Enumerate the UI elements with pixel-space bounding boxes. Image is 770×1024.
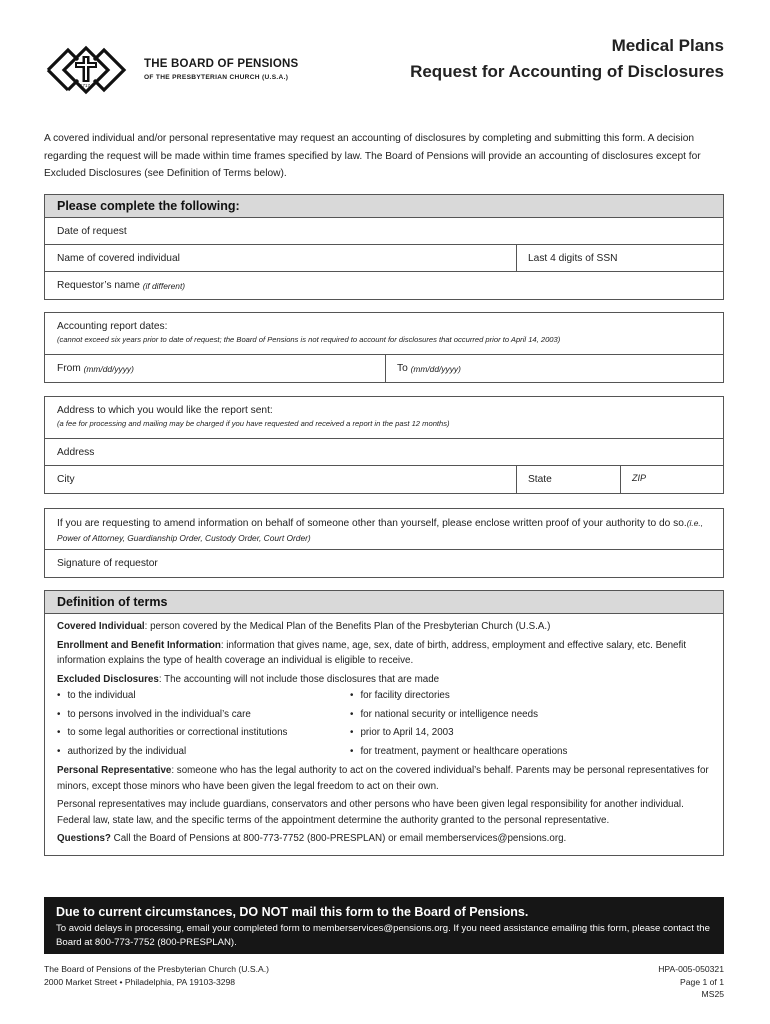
- address-section: [44, 396, 724, 494]
- authority-text: If you are requesting to amend information on behalf of someone other than yourself, please enclose written proof of your authority to do so.(i.e., Power of Attorney, Guardianship Order, Custody Order, Court Order): [57, 518, 704, 543]
- field-label: Address to which you would like the report sent:: [57, 405, 273, 416]
- list-item: • for national security or intelligence needs: [350, 707, 680, 723]
- requester-info-section: [44, 194, 724, 300]
- list-item: • to the individual: [57, 688, 350, 704]
- state-field[interactable]: State: [528, 474, 552, 485]
- signature-field[interactable]: Signature of requestor: [57, 558, 158, 569]
- address-field[interactable]: Address: [45, 439, 723, 466]
- list-item: • to persons involved in the individual’s care: [57, 707, 350, 723]
- form-code: MS25: [701, 989, 724, 999]
- covered-individual-name-field[interactable]: Name of covered individual: [57, 252, 180, 264]
- personal-rep-details: Personal representatives may include guardians, conservators and other persons who have been given legal responsibility for another individual. Federal law, state law, and the specific terms of the appointment determine the authority granted to the personal representative.: [57, 799, 684, 826]
- city-field[interactable]: City: [57, 474, 75, 485]
- field-label: Requestor’s name: [57, 280, 140, 291]
- authority-section: [44, 508, 724, 578]
- definitions-section: [44, 590, 724, 856]
- mail-notice-banner: [44, 897, 724, 954]
- org-subtitle: OF THE PRESBYTERIAN CHURCH (U.S.A.): [144, 74, 289, 81]
- field-note: (a fee for processing and mailing may be charged if you have requested and received a report in the past 12 months): [57, 419, 450, 428]
- list-item: • for treatment, payment or healthcare operations: [350, 744, 680, 760]
- zip-field[interactable]: ZIP: [632, 472, 647, 483]
- list-item: • for facility directories: [350, 688, 680, 704]
- field-note: (if different): [142, 280, 186, 291]
- report-dates-section: [44, 312, 724, 383]
- form-title: Request for Accounting of Disclosures: [410, 62, 724, 81]
- requestor-name-field[interactable]: [45, 272, 723, 299]
- list-item: • authorized by the individual: [57, 744, 350, 760]
- notice-heading: Due to current circumstances, DO NOT mail this form to the Board of Pensions.: [56, 905, 529, 919]
- questions-contact: Questions? Call the Board of Pensions at 800-773-7752 (800-PRESPLAN) or email memberservices@pensions.org.: [57, 833, 567, 844]
- footer-form-info: [658, 963, 724, 1001]
- footer-address: The Board of Pensions of the Presbyterian Church (U.S.A.) 2000 Market Street • Philadelphia, PA 19103-3298: [44, 964, 269, 987]
- form-category: Medical Plans: [611, 36, 724, 55]
- from-date-field[interactable]: From (mm/dd/yyyy): [57, 363, 134, 374]
- notice-text: To avoid delays in processing, email your completed form to memberservices@pensions.org. If you need assistance emailing this form, please contact the Board at 800-773-7752 (800-PRESPLAN).: [56, 923, 710, 948]
- ssn-last4-field[interactable]: Last 4 digits of SSN: [528, 252, 618, 264]
- intro-paragraph: A covered individual and/or personal representative may request an accounting of disclosures by completing and submitting this form. A decision regarding the request will be made within time frames specified by law. The Board of Pensions will provide an accounting of disclosures except for Excluded Disclosures (see Definition of Terms below).: [44, 133, 701, 179]
- definition-excluded: Excluded Disclosures: The accounting will not include those disclosures that are made: [57, 673, 440, 685]
- field-label: Accounting report dates:: [57, 321, 168, 332]
- list-item: • prior to April 14, 2003: [350, 725, 680, 741]
- section-heading: Please complete the following:: [45, 195, 723, 218]
- board-of-pensions-logo: [44, 38, 304, 102]
- date-of-request-field[interactable]: [45, 218, 723, 245]
- logo-year: 1717: [80, 83, 91, 88]
- section-heading: Definition of terms: [45, 591, 723, 614]
- field-note: (cannot exceed six years prior to date of request; the Board of Pensions is not required to account for disclosures that occurred prior to April 14, 2003): [57, 335, 561, 344]
- list-item: • to some legal authorities or correctional institutions: [57, 725, 350, 741]
- form-id: HPA-005-050321: [658, 964, 724, 974]
- definition-covered-individual: Covered Individual: person covered by the Medical Plan of the Benefits Plan of the Presbyterian Church (U.S.A.): [57, 621, 551, 632]
- org-name: THE BOARD OF PENSIONS: [144, 58, 299, 70]
- excluded-list: [57, 688, 711, 759]
- definition-enrollment: Enrollment and Benefit Information: information that gives name, age, sex, date of birth, address, employment and effective salary, etc. Benefit information explains the type of health coverage an individual is eligible to receive.: [57, 639, 687, 666]
- to-date-field[interactable]: To (mm/dd/yyyy): [397, 363, 461, 374]
- field-label: Date of request: [57, 225, 127, 237]
- definition-personal-rep: Personal Representative: someone who has the legal authority to act on the covered individual’s behalf. Parents may be personal representatives for minors, except those minors who have been given the legal freedom to act on their own.: [57, 765, 709, 792]
- page-number: Page 1 of 1: [680, 976, 724, 987]
